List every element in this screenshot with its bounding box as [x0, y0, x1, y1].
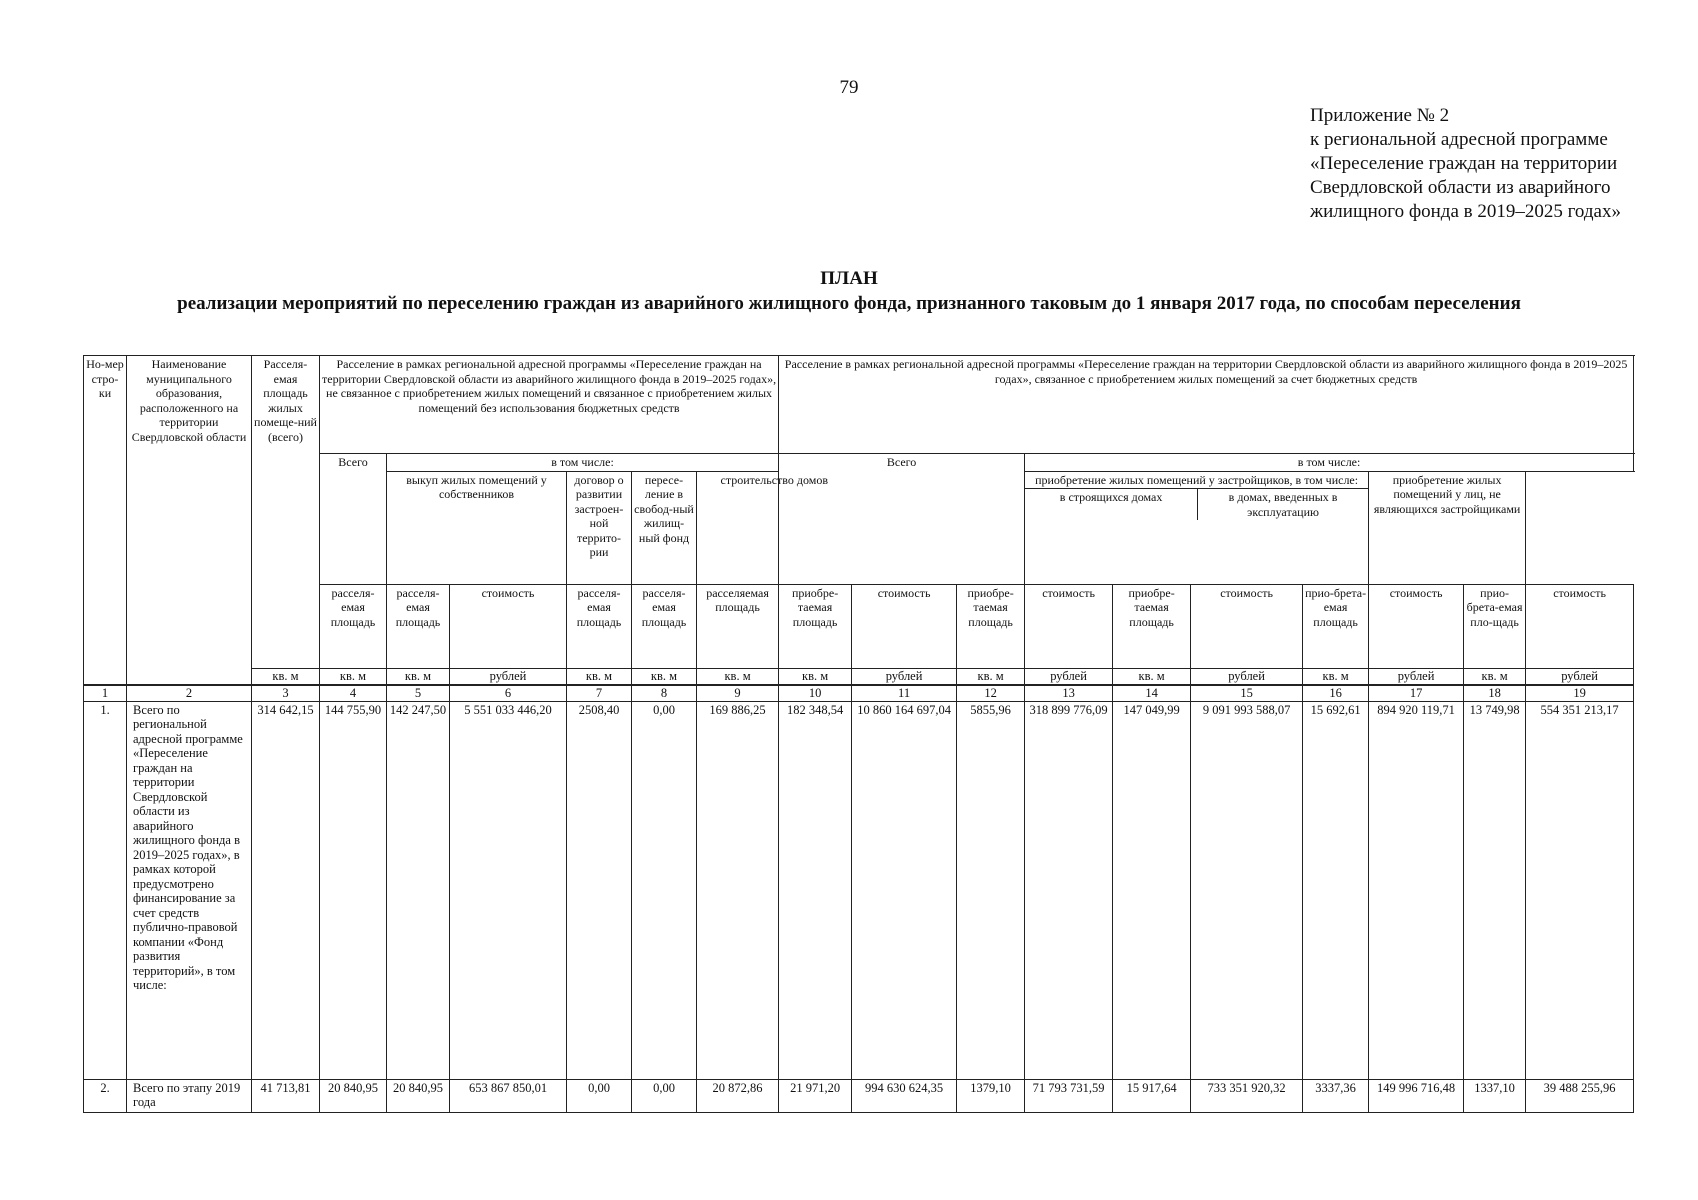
cell-value: 41 713,81 — [252, 1079, 320, 1112]
unit-cell: рублей — [852, 668, 957, 685]
unit-cell: кв. м — [957, 668, 1025, 685]
units-row — [84, 668, 1634, 685]
header-b-developers: приобретение жилых помещений у застройщиков, в том числе: — [1025, 472, 1368, 490]
column-number: 2 — [127, 685, 252, 702]
header-col-5: расселя-емая площадь — [387, 584, 450, 668]
column-number: 6 — [450, 685, 567, 702]
header-total-area: Расселя-емая площадь жилых помеще-ний (всего) — [252, 356, 320, 669]
unit-cell: кв. м — [567, 668, 632, 685]
cell-value: 318 899 776,09 — [1025, 701, 1113, 1079]
cell-value: 9 091 993 588,07 — [1191, 701, 1303, 1079]
cell-value: 1337,10 — [1464, 1079, 1526, 1112]
appendix-line: жилищного фонда в 2019–2025 годах» — [1310, 201, 1621, 222]
header-a-contract: договор о развитии застроен-ной террито-рии — [567, 471, 632, 584]
appendix-line: Приложение № 2 — [1310, 105, 1450, 126]
column-number: 1 — [84, 685, 127, 702]
cell-value: 1379,10 — [957, 1079, 1025, 1112]
column-number: 19 — [1526, 685, 1634, 702]
column-number: 4 — [320, 685, 387, 702]
header-col-4: расселя-емая площадь — [320, 584, 387, 668]
header-b-including: в том числе: — [1025, 454, 1634, 472]
unit-cell: рублей — [1191, 668, 1303, 685]
header-col-19: стоимость — [1526, 584, 1634, 668]
header-col-11: стоимость — [852, 584, 957, 668]
title-subheading: реализации мероприятий по переселению граждан из аварийного жилищного фонда, признанного таковым до 1 января 2017 года, по способам переселения — [177, 293, 1521, 314]
unit-cell: кв. м — [779, 668, 852, 685]
cell-value: 10 860 164 697,04 — [852, 701, 957, 1079]
unit-cell: кв. м — [387, 668, 450, 685]
cell-value: 20 872,86 — [697, 1079, 779, 1112]
cell-value: 20 840,95 — [387, 1079, 450, 1112]
header-b-developers-cell — [1025, 471, 1369, 584]
cell-value: 21 971,20 — [779, 1079, 852, 1112]
header-group-a: Расселение в рамках региональной адресной программы «Переселение граждан на территории Свердловской области из аварийного жилищного фонда в 2019–2025 годах», не связанное с приобретением жилых помещений и связанное с приобретением жилых помещений без использования бюджетных средств — [320, 356, 779, 454]
header-col-9: расселяемая площадь — [697, 584, 779, 668]
appendix-line: «Переселение граждан на территории — [1310, 153, 1618, 174]
header-a-including: в том числе: — [387, 454, 779, 472]
column-number: 3 — [252, 685, 320, 702]
unit-cell: кв. м — [697, 668, 779, 685]
unit-cell: кв. м — [632, 668, 697, 685]
header-row — [84, 356, 1634, 454]
cell-value: 182 348,54 — [779, 701, 852, 1079]
header-b-nondev: приобретение жилых помещений у лиц, не являющихся застройщиками — [1369, 471, 1526, 584]
unit-cell: кв. м — [320, 668, 387, 685]
document-title — [0, 266, 1698, 316]
header-col-16: прио-брета-емая площадь — [1303, 584, 1369, 668]
header-b-developers-sub — [1025, 489, 1368, 520]
cell-value: 2508,40 — [567, 701, 632, 1079]
row-number: 2. — [84, 1079, 127, 1112]
column-number: 18 — [1464, 685, 1526, 702]
header-col-15: стоимость — [1191, 584, 1303, 668]
header-b-construction: строительство домов — [697, 471, 852, 584]
column-number: 15 — [1191, 685, 1303, 702]
cell-value: 15 692,61 — [1303, 701, 1369, 1079]
row-name: Всего по региональной адресной программе «Переселение граждан на территории Свердловской области из аварийного жилищного фонда в 2019–2025 годах», в рамках которой предусмотрено финансирование за счет средств публично-правовой компании «Фонд развития территорий», в том числе: — [127, 701, 252, 1079]
header-b-total: Всего — [779, 454, 1025, 585]
cell-value: 0,00 — [632, 1079, 697, 1112]
cell-value: 144 755,90 — [320, 701, 387, 1079]
header-b-building: в строящихся домах — [1025, 489, 1198, 520]
header-group-b: Расселение в рамках региональной адресной программы «Переселение граждан на территории Свердловской области из аварийного жилищного фонда в 2019–2025 годах», связанное с приобретением жилых помещений за счет бюджетных средств — [779, 356, 1634, 454]
cell-value: 314 642,15 — [252, 701, 320, 1079]
cell-value: 5 551 033 446,20 — [450, 701, 567, 1079]
unit-cell: рублей — [1025, 668, 1113, 685]
header-a-buyout: выкуп жилых помещений у собственников — [387, 471, 567, 584]
cell-value: 15 917,64 — [1113, 1079, 1191, 1112]
header-b-commissioned: в домах, введенных в эксплуатацию — [1228, 490, 1338, 519]
column-numbers-row — [84, 685, 1634, 702]
title-heading: ПЛАН — [820, 268, 878, 289]
appendix-note — [1310, 104, 1621, 224]
cell-value: 3337,36 — [1303, 1079, 1369, 1112]
column-number: 10 — [779, 685, 852, 702]
header-col-7: расселя-емая площадь — [567, 584, 632, 668]
appendix-line: к региональной адресной программе — [1310, 129, 1608, 150]
column-number: 12 — [957, 685, 1025, 702]
column-number: 14 — [1113, 685, 1191, 702]
cell-value: 13 749,98 — [1464, 701, 1526, 1079]
column-number: 9 — [697, 685, 779, 702]
cell-value: 147 049,99 — [1113, 701, 1191, 1079]
column-number: 8 — [632, 685, 697, 702]
cell-value: 733 351 920,32 — [1191, 1079, 1303, 1112]
column-number: 16 — [1303, 685, 1369, 702]
header-col-14: приобре-таемая площадь — [1113, 584, 1191, 668]
unit-cell: кв. м — [1113, 668, 1191, 685]
unit-cell: кв. м — [1303, 668, 1369, 685]
column-number: 13 — [1025, 685, 1113, 702]
header-a-total: Всего — [320, 454, 387, 585]
row-name: Всего по этапу 2019 года — [127, 1079, 252, 1112]
column-number: 11 — [852, 685, 957, 702]
header-row-number: Но-мер стро-ки — [84, 356, 127, 685]
header-col-8: расселя-емая площадь — [632, 584, 697, 668]
appendix-line: Свердловской области из аварийного — [1310, 177, 1611, 198]
plan-table — [83, 355, 1634, 1113]
unit-cell: кв. м — [1464, 668, 1526, 685]
cell-value: 149 996 716,48 — [1369, 1079, 1464, 1112]
cell-value: 39 488 255,96 — [1526, 1079, 1634, 1112]
unit-cell: рублей — [1369, 668, 1464, 685]
unit-cell: кв. м — [252, 668, 320, 685]
cell-value: 142 247,50 — [387, 701, 450, 1079]
header-municipality: Наименование муниципального образования, расположенного на территории Свердловской области — [127, 356, 252, 685]
cell-value: 20 840,95 — [320, 1079, 387, 1112]
column-number: 7 — [567, 685, 632, 702]
unit-cell: рублей — [450, 668, 567, 685]
cell-value: 169 886,25 — [697, 701, 779, 1079]
header-col-6: стоимость — [450, 584, 567, 668]
cell-value: 5855,96 — [957, 701, 1025, 1079]
table-row — [84, 1079, 1634, 1112]
header-col-17: стоимость — [1369, 584, 1464, 668]
header-col-12: приобре-таемая площадь — [957, 584, 1025, 668]
page-number: 79 — [839, 77, 859, 98]
cell-value: 0,00 — [632, 701, 697, 1079]
header-col-18: прио-брета-емая пло-щадь — [1464, 584, 1526, 668]
cell-value: 71 793 731,59 — [1025, 1079, 1113, 1112]
row-number: 1. — [84, 701, 127, 1079]
column-number: 17 — [1369, 685, 1464, 702]
cell-value: 0,00 — [567, 1079, 632, 1112]
cell-value: 994 630 624,35 — [852, 1079, 957, 1112]
header-col-10: приобре-таемая площадь — [779, 584, 852, 668]
cell-value: 554 351 213,17 — [1526, 701, 1634, 1079]
unit-cell: рублей — [1526, 668, 1634, 685]
table-row — [84, 701, 1634, 1079]
header-a-resettle: пересе-ление в свобод-ный жилищ-ный фонд — [632, 471, 697, 584]
header-col-13: стоимость — [1025, 584, 1113, 668]
cell-value: 894 920 119,71 — [1369, 701, 1464, 1079]
cell-value: 653 867 850,01 — [450, 1079, 567, 1112]
column-number: 5 — [387, 685, 450, 702]
